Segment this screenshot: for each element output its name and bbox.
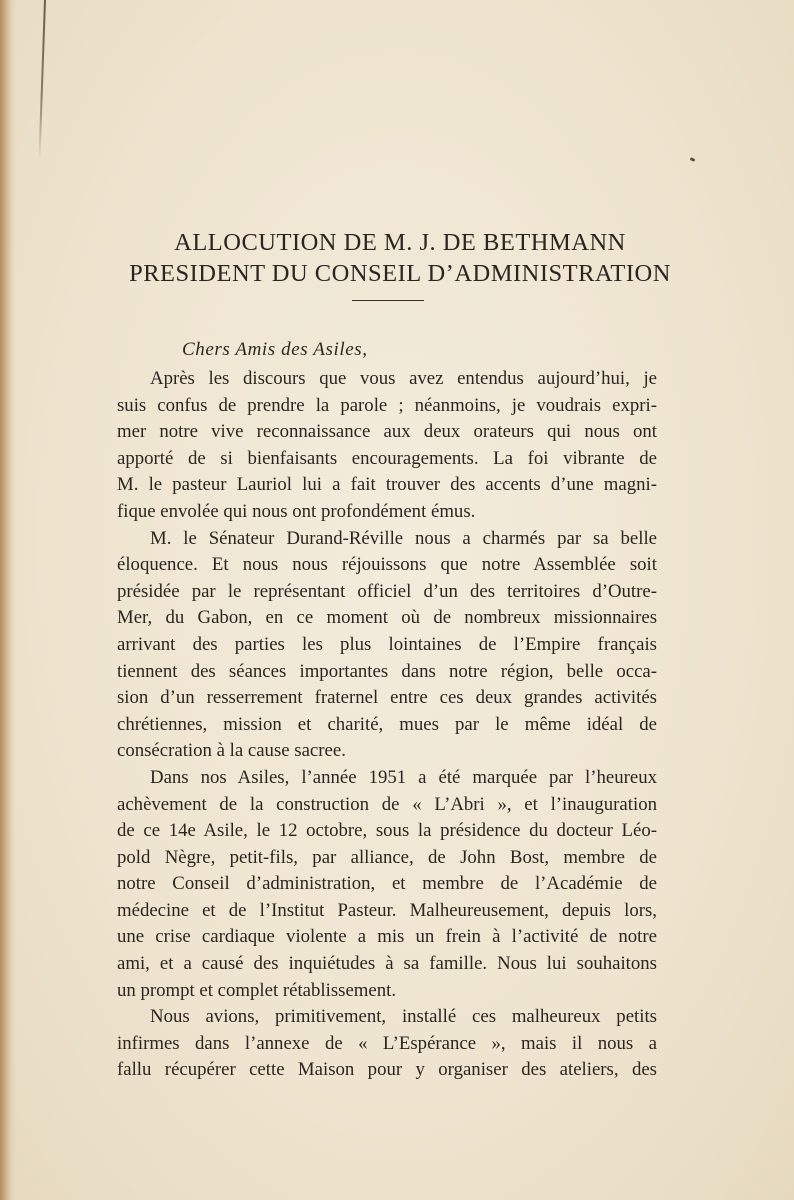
salutation: Chers Amis des Asiles, — [182, 339, 368, 360]
body-line: consécration à la cause sacree. — [117, 740, 346, 762]
body-line: médecine et de l’Institut Pasteur. Malheureusement, depuis lors, — [117, 899, 657, 921]
body-line: apporté de si bienfaisants encouragements. La foi vibrante de — [117, 447, 657, 469]
body-line: achèvement de la construction de « L’Abri », et l’inauguration — [117, 793, 657, 815]
body-line: tiennent des séances importantes dans notre région, belle occa- — [117, 660, 657, 682]
body-line: mer notre vive reconnaissance aux deux orateurs qui nous ont — [117, 421, 657, 443]
page-fold-mark — [38, 0, 46, 160]
body-line: éloquence. Et nous nous réjouissons que notre Assemblée soit — [117, 554, 657, 576]
body-line: un prompt et complet rétablissement. — [117, 979, 397, 1001]
body-line: sion d’un resserrement fraternel entre ces deux grandes activités — [117, 687, 657, 709]
title-divider — [352, 300, 424, 301]
body-line: de ce 14e Asile, le 12 octobre, sous la présidence du docteur Léo- — [117, 820, 657, 842]
title-line-2: PRESIDENT DU CONSEIL D’ADMINISTRATION — [129, 260, 671, 287]
body-line: pold Nègre, petit-fils, par alliance, de John Bost, membre de — [117, 846, 657, 868]
body-text — [117, 366, 657, 1084]
body-line: ami, et a causé des inquiétudes à sa famille. Nous lui souhaitons — [117, 953, 657, 975]
body-line: M. le Sénateur Durand-Réville nous a charmés par sa belle — [150, 527, 657, 549]
body-line: Nous avions, primitivement, installé ces malheureux petits — [150, 1006, 657, 1028]
body-line: une crise cardiaque violente a mis un frein à l’activité de notre — [117, 926, 657, 948]
document-title — [100, 227, 700, 289]
body-line: chrétiennes, mission et charité, mues par le même idéal de — [117, 713, 657, 735]
body-line: infirmes dans l’annexe de « L’Espérance », mais il nous a — [117, 1032, 657, 1054]
paper-speck — [690, 157, 696, 162]
body-line: Après les discours que vous avez entendus aujourd’hui, je — [150, 368, 657, 389]
body-line: présidée par le représentant officiel d’un des territoires d’Outre- — [117, 580, 657, 602]
body-line: suis confus de prendre la parole ; néanmoins, je voudrais expri- — [117, 394, 657, 416]
body-line: fallu récupérer cette Maison pour y organiser des ateliers, des — [117, 1059, 657, 1081]
body-line: Mer, du Gabon, en ce moment où de nombreux missionnaires — [117, 607, 657, 629]
title-line-1: ALLOCUTION DE M. J. DE BETHMANN — [174, 229, 626, 256]
body-line: M. le pasteur Lauriol lui a fait trouver des accents d’une magni- — [117, 474, 657, 496]
page-edge-shadow — [0, 0, 16, 1200]
body-line: notre Conseil d’administration, et membre de l’Académie de — [117, 873, 657, 895]
body-line: fique envolée qui nous ont profondément émus. — [117, 500, 476, 522]
body-line: arrivant des parties les plus lointaines de l’Empire français — [117, 633, 657, 655]
body-line: Dans nos Asiles, l’année 1951 a été marquée par l’heureux — [150, 766, 657, 788]
